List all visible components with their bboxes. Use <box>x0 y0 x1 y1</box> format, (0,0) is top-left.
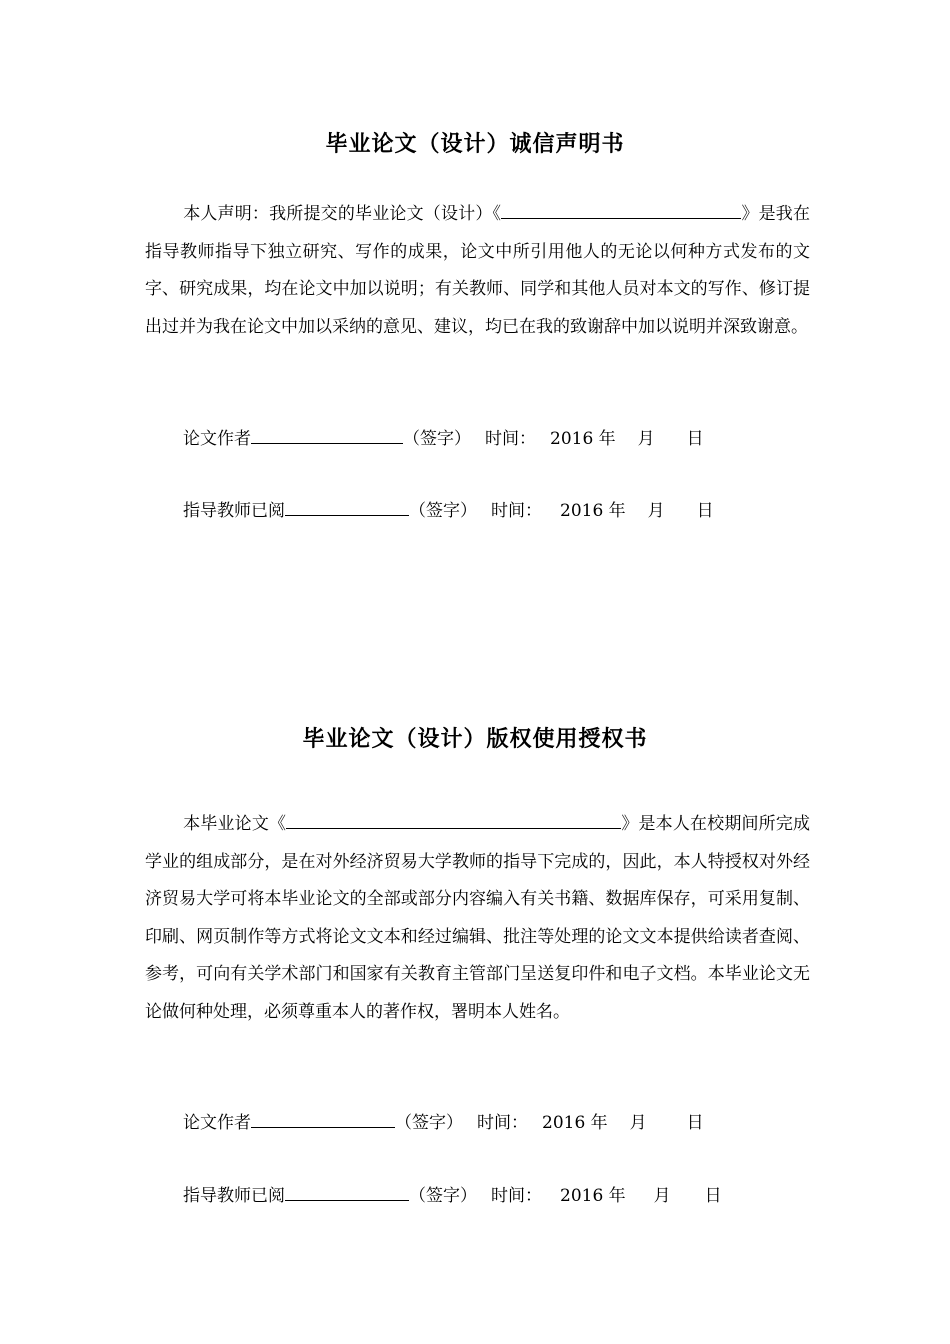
author-label: 论文作者 <box>183 1113 251 1133</box>
advisor-signature-blank[interactable] <box>285 497 409 516</box>
day-label: 日 <box>696 501 714 521</box>
integrity-advisor-signature-row <box>183 496 714 521</box>
month-label: 月 <box>637 429 655 449</box>
thesis-title-blank[interactable] <box>501 200 741 219</box>
day-label: 日 <box>686 429 704 449</box>
integrity-para-body: 》是我在指导教师指导下独立研究、写作的成果，论文中所引用他人的无论以何种方式发布的文字、研究成果，均在论文中加以说明；有关教师、同学和其他人员对本文的写作、修订提出过并为我在论文中加以采纳的意见、建议，均已在我的致谢辞中加以说明并深致谢意。 <box>145 204 810 337</box>
integrity-title: 毕业论文（设计）诚信声明书 <box>325 132 625 157</box>
copyright-author-signature-row <box>183 1108 704 1133</box>
copyright-para-body: 》是本人在校期间所完成学业的组成部分，是在对外经济贸易大学教师的指导下完成的，因此，本人特授权对外经济贸易大学可将本毕业论文的全部或部分内容编入有关书籍、数据库保存，可采用复制、印刷、网页制作等方式将论文文本和经过编辑、批注等处理的论文文本提供给读者查阅、参考，可向有关学术部门和国家有关教育主管部门呈送复印件和电子文档。本毕业论文无论做何种处理，必须尊重本人的著作权，署明本人姓名。 <box>145 814 811 1022</box>
time-label: 时间： <box>485 429 536 449</box>
author-signature-blank[interactable] <box>251 1109 395 1128</box>
author-label: 论文作者 <box>183 429 251 449</box>
integrity-author-signature-row <box>183 424 704 449</box>
copyright-para-head: 本毕业论文《 <box>183 814 287 834</box>
year-value: 2016 年 <box>542 1113 608 1133</box>
advisor-label: 指导教师已阅 <box>183 501 285 521</box>
sign-label: （签字） <box>409 1186 477 1206</box>
year-value: 2016 年 <box>560 501 626 521</box>
month-label: 月 <box>653 1186 671 1206</box>
month-label: 月 <box>647 501 665 521</box>
sign-label: （签字） <box>409 501 477 521</box>
month-label: 月 <box>629 1113 647 1133</box>
day-label: 日 <box>704 1186 722 1206</box>
sign-label: （签字） <box>403 429 471 449</box>
copyright-advisor-signature-row <box>183 1181 722 1206</box>
integrity-paragraph <box>145 196 810 346</box>
copyright-paragraph <box>145 806 810 1031</box>
advisor-label: 指导教师已阅 <box>183 1186 285 1206</box>
year-value: 2016 年 <box>550 429 616 449</box>
integrity-para-head: 本人声明：我所提交的毕业论文（设计）《 <box>183 204 502 224</box>
advisor-signature-blank[interactable] <box>285 1182 409 1201</box>
day-label: 日 <box>686 1113 704 1133</box>
time-label: 时间： <box>491 1186 542 1206</box>
author-signature-blank[interactable] <box>251 425 403 444</box>
time-label: 时间： <box>491 501 542 521</box>
time-label: 时间： <box>477 1113 528 1133</box>
year-value: 2016 年 <box>560 1186 626 1206</box>
copyright-title: 毕业论文（设计）版权使用授权书 <box>302 727 648 752</box>
thesis-title-blank[interactable] <box>286 810 621 829</box>
sign-label: （签字） <box>395 1113 463 1133</box>
